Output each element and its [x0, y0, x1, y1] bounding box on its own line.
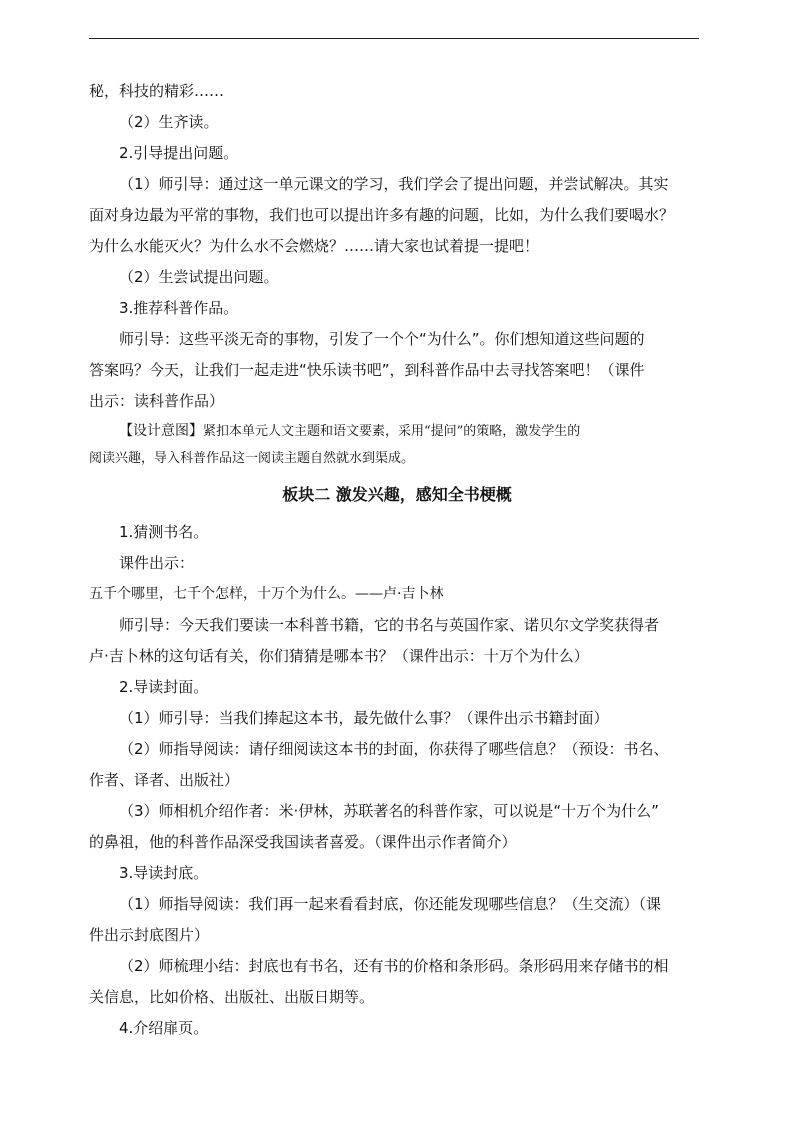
step-heading: 1.猜测书名。	[119, 523, 209, 541]
step-heading: 2.引导提出问题。	[119, 144, 239, 162]
design-intent-tag: 【设计意图】	[119, 423, 203, 439]
quote-line: 五千个哪里，七千个怎样，十万个为什么。——卢·吉卜林	[89, 586, 444, 602]
step-heading: 3.推荐科普作品。	[119, 299, 239, 317]
paragraph-line: 答案吗？今天，让我们一起走进“快乐读书吧”，到科普作品中去寻找答案吧！（课件	[89, 361, 645, 379]
document-body	[89, 76, 705, 1044]
paragraph-line: 面对身边最为平常的事物，我们也可以提出许多有趣的问题，比如，为什么我们要喝水？	[89, 206, 675, 224]
design-intent-text-continued: 阅读兴趣，导入科普作品这一阅读主题自然就水到渠成。	[89, 451, 415, 466]
paragraph-line: 件出示封底图片）	[89, 926, 210, 944]
design-intent-note	[89, 417, 705, 445]
paragraph-line: （2）师指导阅读：请仔细阅读这本书的封面，你获得了哪些信息？（预设：书名、	[119, 740, 669, 758]
paragraph-line: （1）师引导：当我们捧起这本书，最先做什么事？（课件出示书籍封面）	[119, 709, 609, 727]
paragraph-line: 师引导：今天我们要读一本科普书籍，它的书名与英国作家、诺贝尔文学奖获得者	[119, 616, 660, 634]
section-title: 板块二 激发兴趣，感知全书梗概	[282, 485, 512, 504]
paragraph-line: （2）师梳理小结：封底也有书名，还有书的价格和条形码。条形码用来存储书的相	[119, 957, 669, 975]
paragraph-line: （3）师相机介绍作者：米·伊林，苏联著名的科普作家，可以说是“十万个为什么”	[119, 802, 659, 820]
paragraph-line: 关信息，比如价格、出版社、出版日期等。	[89, 988, 375, 1006]
header-rule	[89, 38, 699, 39]
paragraph-line: 为什么水能灭火？为什么水不会燃烧？……请大家也试着提一提吧！	[89, 237, 540, 255]
step-heading: 2.导读封面。	[119, 678, 209, 696]
paragraph-line: 的鼻祖，他的科普作品深受我国读者喜爱。（课件出示作者简介）	[89, 833, 517, 851]
paragraph-line: （2）生齐读。	[119, 113, 219, 131]
paragraph-line: 秘，科技的精彩……	[89, 82, 225, 100]
paragraph-line: （1）师指导阅读：我们再一起来看看封底，你还能发现哪些信息？（生交流）（课	[119, 895, 662, 913]
design-intent-text: 紧扣本单元人文主题和语文要素，采用“提问”的策略，激发学生的	[203, 424, 581, 439]
step-heading: 3.导读封底。	[119, 864, 209, 882]
paragraph-line: （1）师引导：通过这一单元课文的学习，我们学会了提出问题，并尝试解决。其实	[119, 175, 669, 193]
paragraph-line: 卢·吉卜林的这句话有关，你们猜猜是哪本书？（课件出示：十万个为什么）	[89, 647, 589, 665]
paragraph-line: 作者、译者、出版社）	[89, 771, 240, 789]
paragraph-line: （2）生尝试提出问题。	[119, 268, 279, 286]
step-heading: 4.介绍扉页。	[119, 1019, 209, 1037]
paragraph-line: 师引导：这些平淡无奇的事物，引发了一个个“为什么”。你们想知道这些问题的	[119, 330, 645, 348]
paragraph-line: 课件出示：	[119, 554, 195, 572]
paragraph-line: 出示：读科普作品）	[89, 392, 225, 410]
